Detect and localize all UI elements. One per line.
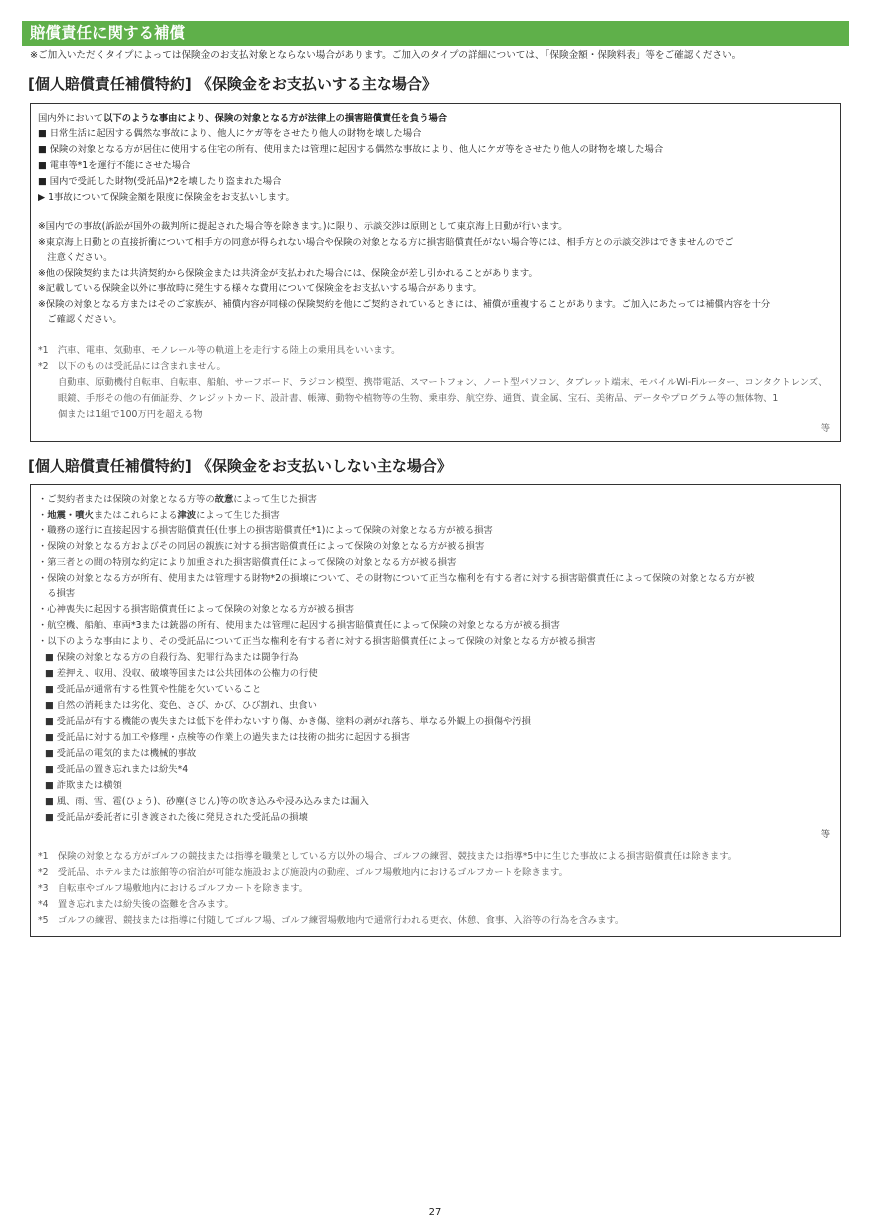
exclusion-item	[38, 492, 317, 507]
footnote-item: *1 保険の対象となる方がゴルフの競技または指導を職業としている方以外の場合、ゴルフの練習、競技または指導*5中に生じた事故による損害賠償責任は除きます。	[38, 851, 738, 862]
note-item: ※東京海上日動との直接折衝について相手方の同意が得られない場合や保険の対象となる方に損害賠償責任がない場合等には、相手方との示談交渉はできませんのでご	[38, 237, 734, 248]
exclusion-bold-text: 地震・噴火	[47, 510, 94, 521]
exclusion-text: によって生じた損害	[233, 494, 317, 505]
exclusion-item: ・保険の対象となる方が所有、使用または管理する財物*2の損壊について、その財物について正当な権利を有する者に対する損害賠償責任によって保険の対象となる方が被	[38, 573, 755, 584]
exclusion-item: ・心神喪失に起因する損害賠償責任によって保険の対象となる方が被る損害	[38, 604, 355, 615]
list-item: ▶ 1事故について保険金額を限度に保険金をお支払いします。	[38, 192, 295, 203]
note-item: 注意ください。	[38, 252, 113, 263]
exclusion-item: ・職務の遂行に直接起因する損害賠償責任(仕事上の損害賠償責任*1)によって保険の対象となる方が被る損害	[38, 525, 493, 536]
sub-item: ■ 風、雨、雪、雹(ひょう)、砂塵(さじん)等の吹き込みや浸み込みまたは漏入	[45, 796, 369, 807]
exclusion-bold-text: 故意	[214, 494, 234, 505]
sub-item: ■ 受託品の置き忘れまたは紛失*4	[45, 764, 189, 775]
footnote-item: *5 ゴルフの練習、競技または指導に付随してゴルフ場、ゴルフ練習場敷地内で通常行われる更衣、休憩、食事、入浴等の行為を含みます。	[38, 915, 625, 926]
footnote-item: *1 汽車、電車、気動車、モノレール等の軌道上を走行する陸上の乗用具をいいます。	[38, 345, 401, 356]
note-item: ご確認ください。	[38, 314, 122, 325]
sub-item: ■ 差押え、収用、没収、破壊等国または公共団体の公権力の行使	[45, 668, 318, 679]
sub-item: ■ 受託品が通常有する性質や性能を欠いていること	[45, 684, 262, 695]
exclusion-item: ・地震・噴火またはこれらによる津波によって生じた損害	[38, 510, 280, 521]
footnote-item: 個または1組で100万円を超える物	[58, 409, 203, 420]
note-item: ※記載している保険金以外に事故時に発生する様々な費用について保険金をお支払いする場合があります。	[38, 283, 482, 294]
list-item: ■ 電車等*1を運行不能にさせた場合	[38, 160, 191, 171]
list-item: ■ 保険の対象となる方が居住に使用する住宅の所有、使用または管理に起因する偶然な事故により、他人にケガ等をさせたり他人の財物を壊した場合	[38, 144, 664, 155]
page-number: 27	[428, 1207, 442, 1218]
exclusion-text: によって生じた損害	[196, 510, 280, 521]
exclusion-bold-text: 津波	[177, 510, 197, 521]
footnote-item: *2 受託品、ホテルまたは旅館等の宿泊が可能な施設および施設内の動産、ゴルフ場敷地内におけるゴルフカートを除きます。	[38, 867, 568, 878]
intro-text: 国内外において	[38, 113, 104, 124]
exclusion-item: ・航空機、船舶、車両*3または銃器の所有、使用または管理に起因する損害賠償責任によって保険の対象となる方が被る損害	[38, 620, 560, 631]
exclusion-text: ・ご契約者または保険の対象となる方等の	[38, 494, 215, 505]
etc-label: 等	[820, 829, 830, 840]
etc-label: 等	[820, 423, 830, 434]
exclusion-item: ・以下のような事由により、その受託品について正当な権利を有する者に対する損害賠償責任によって保険の対象となる方が被る損害	[38, 636, 596, 647]
section-header: 賠償責任に関する補償	[22, 21, 849, 46]
footnote-item: 眼鏡、手形その他の有価証券、クレジットカード、設計書、帳簿、動物や植物等の生物、乗車券、航空券、通貨、貴金属、宝石、美術品、データやプログラム等の無体物、1	[58, 393, 779, 404]
sub-item: ■ 保険の対象となる方の自殺行為、犯罪行為または闘争行為	[45, 652, 299, 663]
footnote-item: *4 置き忘れまたは紛失後の盗難を含みます。	[38, 899, 234, 910]
intro-bold-text: 以下のような事由により、保険の対象となる方が法律上の損害賠償責任を負う場合	[103, 113, 448, 124]
exclusion-item: る損害	[38, 588, 76, 599]
section2-box	[30, 484, 841, 937]
exclusion-text: またはこれらによる	[93, 510, 178, 521]
note-item: ※国内での事故(訴訟が国外の裁判所に提起された場合等を除きます。)に限り、示談交渉は原則として東京海上日動が行います。	[38, 221, 568, 232]
footnote-item: *3 自転車やゴルフ場敷地内におけるゴルフカートを除きます。	[38, 883, 309, 894]
note-item: ※保険の対象となる方またはそのご家族が、補償内容が同様の保険契約を他にご契約されているときには、補償が重複することがあります。ご加入にあたっては補償内容を十分	[38, 299, 771, 310]
sub-item: ■ 受託品が有する機能の喪失または低下を伴わないすり傷、かき傷、塗料の剥がれ落ち、単なる外観上の損傷や汚損	[45, 716, 531, 727]
exclusion-item: ・第三者との間の特別な約定により加重された損害賠償責任によって保険の対象となる方が被る損害	[38, 557, 457, 568]
sub-item: ■ 受託品に対する加工や修理・点検等の作業上の過失または技術の拙劣に起因する損害	[45, 732, 411, 743]
section1-intro	[38, 111, 447, 126]
sub-item: ■ 自然の消耗または劣化、変色、さび、かび、ひび割れ、虫食い	[45, 700, 317, 711]
section1-box	[30, 103, 841, 442]
section1-title: [個人賠償責任補償特約] 《保険金をお支払いする主な場合》	[28, 75, 437, 93]
list-item: ■ 国内で受託した財物(受託品)*2を壊したり盗まれた場合	[38, 176, 282, 187]
sub-item: ■ 受託品の電気的または機械的事故	[45, 748, 197, 759]
exclusion-item: ・保険の対象となる方およびその同居の親族に対する損害賠償責任によって保険の対象となる方が被る損害	[38, 541, 485, 552]
list-item: ■ 日常生活に起因する偶然な事故により、他人にケガ等をさせたり他人の財物を壊した場合	[38, 128, 422, 139]
section2-title: [個人賠償責任補償特約] 《保険金をお支払いしない主な場合》	[28, 457, 452, 475]
footnote-item: *2 以下のものは受託品には含まれません。	[38, 361, 226, 372]
coverage-notice: ※ご加入いただくタイプによっては保険金のお支払対象とならない場合があります。ご加入のタイプの詳細については、「保険金額・保険料表」等をご確認ください。	[30, 50, 742, 61]
note-item: ※他の保険契約または共済契約から保険金または共済金が支払われた場合には、保険金が差し引かれることがあります。	[38, 268, 538, 279]
footnote-item: 自動車、原動機付自転車、自転車、船舶、サーフボード、ラジコン模型、携帯電話、スマートフォン、ノート型パソコン、タブレット端末、モバイルWi-Fiルーター、コンタクトレンズ、	[58, 377, 828, 388]
sub-item: ■ 受託品が委託者に引き渡された後に発見された受託品の損壊	[45, 812, 308, 823]
sub-item: ■ 詐欺または横領	[45, 780, 122, 791]
